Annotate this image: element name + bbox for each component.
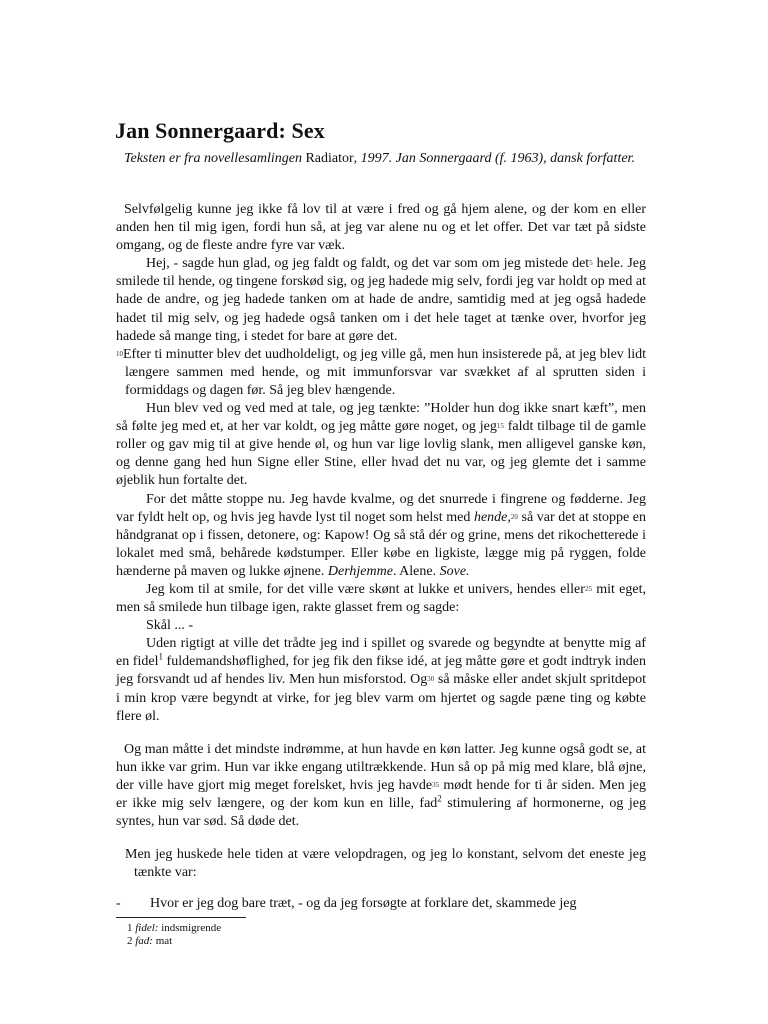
line-number-25: 25 — [584, 584, 592, 593]
paragraph-4-text-a: Hun blev ved og ved med at tale, og jeg tænkte: ”Holder hun dog ikke snart kæft”, men så følte jeg med et, at her var koldt, og jeg måtte gøre noget, og jeg — [116, 401, 646, 435]
paragraph-7: Skål ... - — [146, 618, 194, 634]
paragraph-2-text-b: hele. Jeg smilede til hende, og tingene forskød sig, og jeg hadede mig selv, fordi jeg var holdt op med at hade de andre, og jeg hadede tanken om at hade de andre, samtidig med at jeg også hadede hadet til mig selv, og jeg hadede også tanken om i det hele taget at tænke over, hvorfor jeg hadede så mange ting, i stedet for bare at gøre det. — [116, 256, 647, 344]
line-number-15: 15 — [496, 422, 504, 431]
paragraph-10: Men jeg huskede hele tiden at være velopdragen, og jeg lo konstant, selvom det eneste jeg tænkte var: — [125, 847, 646, 881]
paragraph-6-text-a: Jeg kom til at smile, for det ville være skønt at lukke et univers, hendes eller — [146, 581, 585, 597]
footnote-1 — [127, 922, 221, 935]
paragraph-4-text-b: faldt tilbage til de gamle roller og gav mig til at give hende øl, og hun var lige lovlig slank, men alligevel ganske køn, og denne gang hed hun Signe eller Stine, eller hvad det nu var, og jeg glemte det i samme øjeblik hun fortalte det. — [116, 419, 647, 489]
paragraph-5-text-c: . Alene. — [392, 563, 440, 579]
footnote-2-term: fad: — [135, 935, 153, 947]
intro-book-title: Radiator — [305, 151, 354, 166]
paragraph-8-text-a: Uden rigtigt at ville det trådte jeg ind i spillet og svarede og begyndte at benytte mig af en fidel — [116, 636, 646, 670]
paragraph-5-emphasis-hende: hende, — [473, 509, 511, 525]
line-number-5: 5 — [589, 259, 593, 268]
paragraph-3-text: Efter ti minutter blev det uudholdeligt, og jeg ville gå, men hun insisterede på, at jeg blev lidt længere sammen med hende, og mit immunforsvar var svækket af al sprutten siden i formiddags og dagen før. Så jeg blev hængende. — [123, 346, 646, 398]
footnote-2-number: 2 — [127, 935, 133, 947]
footnote-2 — [127, 935, 172, 948]
footnote-1-number: 1 — [127, 922, 133, 934]
paragraph-1: Selvfølgelig kunne jeg ikke få lov til at være i fred og gå hjem alene, og der kom en eller anden hen til mig igen, fordi hun så, at jeg var alene nu og et let offer. Det var tæt på sidste omgang, og de fleste andre fyre var væk. — [116, 202, 646, 254]
paragraph-8-text-c: så måske eller andet skjult spritdepot i min krop være begyndt at virke, for jeg blev varm om hjertet og sagde pæne ting og købte flere øl. — [116, 672, 646, 724]
line-number-20: 20 — [510, 512, 518, 521]
paragraph-9-text-b: mødt hende for ti år siden. Men jeg er ikke mig selv længere, og der kom kun en lille, fad — [116, 777, 646, 811]
paragraph-5-text-a: For det måtte stoppe nu. Jeg havde kvalme, og det snurrede i fingrene og fødderne. Jeg var fyldt helt op, og hvis jeg havde lyst til noget som helst med — [116, 491, 646, 525]
paragraph-11-text: Hvor er jeg dog bare træt, - og da jeg forsøgte at forklare det, skammede jeg — [150, 896, 577, 912]
paragraph-2-text-a: Hej, - sagde hun glad, og jeg faldt og faldt, og det var som om jeg mistede det — [146, 256, 590, 272]
paragraph-9-text-a: Og man måtte i det mindste indrømme, at hun havde en køn latter. Jeg kunne også godt se, at hun ikke var grim. Hun var ikke engang utiltrækkende. Hun så op på mig med klare, blå øjne, der ville have gjort mig meget forelsket, hvis jeg havde — [116, 741, 646, 793]
footnote-rule — [116, 917, 246, 918]
section-gap — [116, 831, 646, 846]
paragraph-9-text-c: stimulering af hormonerne, og jeg syntes, hun var sød. Så døde det. — [116, 796, 646, 830]
paragraph-4 — [116, 400, 646, 490]
story-body — [116, 201, 646, 913]
intro-text-a: Teksten er fra novellesamlingen — [124, 151, 306, 166]
footnote-1-term: fidel: — [135, 922, 159, 934]
intro-note — [124, 150, 646, 168]
section-gap — [116, 726, 646, 741]
footnote-ref-1: 1 — [158, 651, 163, 662]
line-number-10: 10 — [116, 349, 123, 358]
paragraph-2 — [116, 255, 646, 345]
paragraph-8-text-b: fuldemandshøflighed, for jeg fik den fikse idé, at jeg måtte gøre et godt indtryk inden jeg forsvandt ud af hendes liv. Men hun misforstod. Og — [116, 654, 647, 688]
paragraph-6-text-b: mit eget, men så smilede hun tilbage igen, rakte glasset frem og sagde: — [116, 581, 646, 616]
footnote-ref-2: 2 — [437, 793, 442, 804]
paragraph-11-dialogue — [116, 895, 646, 913]
paragraph-5-emphasis-sove: Sove. — [439, 563, 470, 579]
paragraph-6 — [116, 581, 646, 617]
paragraph-9 — [116, 741, 646, 831]
page-title: Jan Sonnergaard: Sex — [115, 118, 325, 143]
line-number-30: 30 — [427, 675, 435, 684]
intro-text-c: , 1997. Jan Sonnergaard (f. 1963), dansk forfatter. — [353, 151, 635, 166]
section-gap — [116, 882, 646, 895]
paragraph-5-emphasis-derhjemme: Derhjemme — [327, 563, 393, 579]
paragraph-5 — [116, 491, 646, 581]
line-number-35: 35 — [432, 780, 440, 789]
footnote-1-gloss: indsmigrende — [161, 922, 222, 934]
paragraph-5-text-b: så var det at stoppe en håndgranat op i fissen, detonere, og: Kapow! Og så stå dér og grine, mens det rikochetterede i lokalet med små, behårede kødstumper. Eller købe en ligkiste, lægge mig på ryggen, folde hænderne på maven og lukke øjnene. — [116, 509, 646, 579]
paragraph-8 — [116, 635, 646, 725]
dialogue-dash: - — [116, 896, 121, 912]
footnote-2-gloss: mat — [155, 935, 173, 947]
paragraph-3 — [116, 346, 646, 400]
